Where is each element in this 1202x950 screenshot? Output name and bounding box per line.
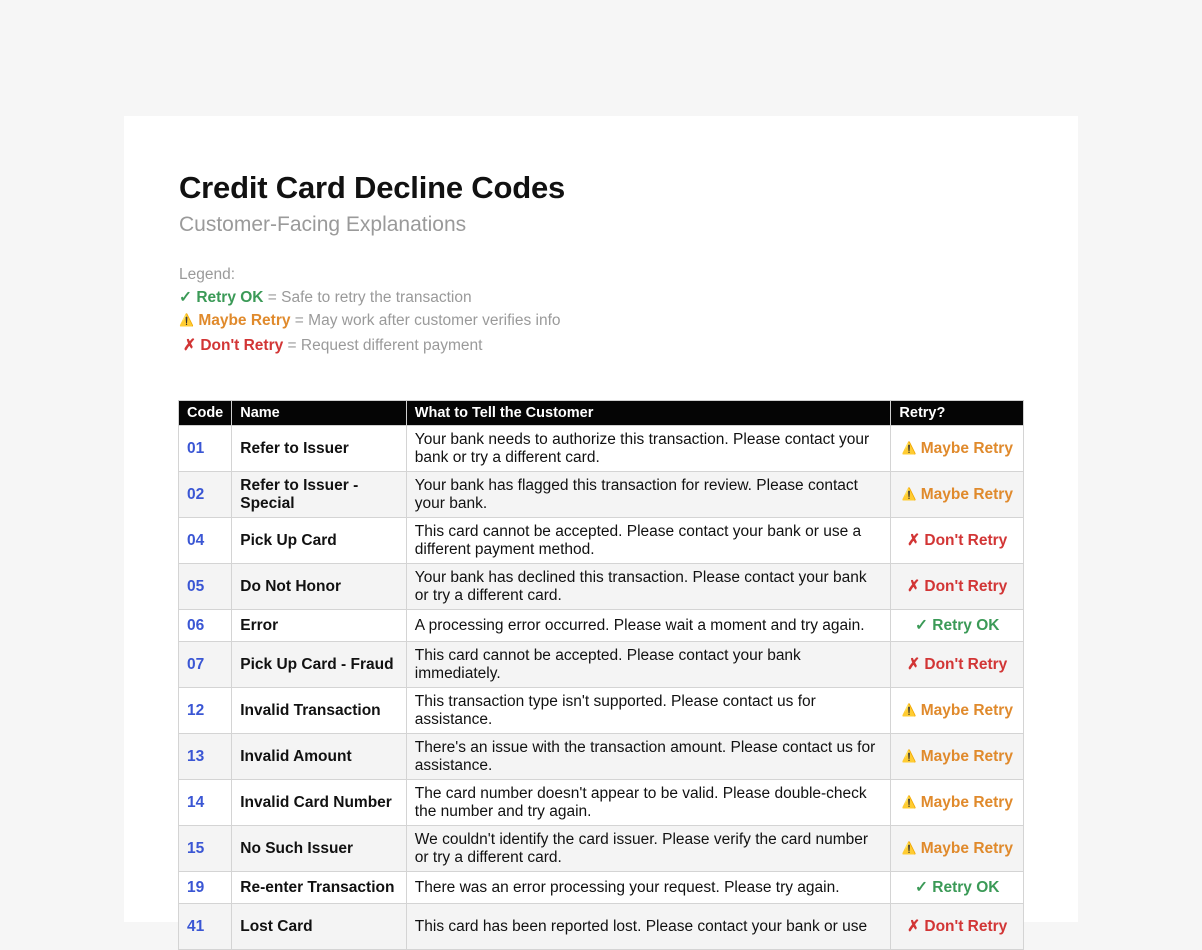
legend-ok-desc: = Safe to retry the transaction: [263, 289, 472, 306]
customer-message: There was an error processing your request. Please try again.: [406, 872, 891, 904]
retry-label: Maybe Retry: [920, 794, 1013, 811]
table-row: [179, 642, 1024, 688]
table-row: [179, 564, 1024, 610]
retry-status: [891, 564, 1024, 610]
retry-label: Don't Retry: [924, 531, 1008, 549]
decline-name: Error: [232, 610, 407, 642]
decline-code: 07: [179, 642, 232, 688]
retry-label: Retry OK: [932, 616, 1000, 634]
header-name: Name: [232, 401, 407, 426]
decline-code: 06: [179, 610, 232, 642]
retry-label: Don't Retry: [924, 655, 1008, 673]
cross-icon: ✗: [183, 337, 196, 354]
cross-icon: ✗: [907, 917, 921, 935]
decline-name: Re-enter Transaction: [232, 872, 407, 904]
retry-label: Maybe Retry: [920, 748, 1013, 765]
table-row: [179, 872, 1024, 904]
table-row: [179, 426, 1024, 472]
header-code: Code: [179, 401, 232, 426]
retry-status: [891, 734, 1024, 780]
retry-status: [891, 826, 1024, 872]
warning-icon: ⚠️: [901, 441, 917, 455]
legend-no-desc: = Request different payment: [283, 337, 483, 354]
decline-code: 04: [179, 518, 232, 564]
document-page: [124, 116, 1078, 935]
retry-label: Maybe Retry: [920, 702, 1013, 719]
decline-name: Invalid Transaction: [232, 688, 407, 734]
decline-name: No Such Issuer: [232, 826, 407, 872]
decline-name: Invalid Card Number: [232, 780, 407, 826]
retry-label: Maybe Retry: [920, 840, 1013, 857]
legend-maybe-desc: = May work after customer verifies info: [290, 312, 561, 329]
cross-icon: ✗: [907, 577, 921, 595]
decline-code: 19: [179, 872, 232, 904]
retry-label: Maybe Retry: [920, 440, 1013, 457]
cross-icon: ✗: [907, 531, 921, 549]
warning-icon: ⚠️: [901, 841, 917, 855]
retry-label: Don't Retry: [924, 577, 1008, 595]
table-row: [179, 826, 1024, 872]
table-row: [179, 688, 1024, 734]
warning-icon: ⚠️: [901, 703, 917, 717]
warning-icon: ⚠️: [179, 313, 194, 327]
table-row: [179, 780, 1024, 826]
customer-message: A processing error occurred. Please wait a moment and try again.: [406, 610, 891, 642]
customer-message: This card cannot be accepted. Please contact your bank immediately.: [406, 642, 891, 688]
customer-message: The card number doesn't appear to be valid. Please double-check the number and try again.: [406, 780, 891, 826]
decline-name: Pick Up Card: [232, 518, 407, 564]
legend-item-maybe-retry: [179, 309, 561, 332]
decline-code: 13: [179, 734, 232, 780]
retry-label: Maybe Retry: [920, 486, 1013, 503]
checkmark-icon: ✓: [914, 616, 928, 634]
retry-label: Don't Retry: [924, 917, 1008, 935]
legend-no-label: Don't Retry: [200, 337, 284, 354]
warning-icon: ⚠️: [901, 749, 917, 763]
retry-status: [891, 642, 1024, 688]
decline-code: 14: [179, 780, 232, 826]
retry-status: [891, 904, 1024, 950]
decline-codes-table: [178, 400, 1024, 950]
retry-status: [891, 426, 1024, 472]
table-row: [179, 518, 1024, 564]
decline-code: 15: [179, 826, 232, 872]
retry-status: [891, 472, 1024, 518]
legend-item-dont-retry: [179, 334, 561, 357]
document-subtitle: Customer-Facing Explanations: [179, 213, 467, 236]
decline-code: 41: [179, 904, 232, 950]
table-header-row: [179, 401, 1024, 426]
customer-message: Your bank has declined this transaction. Please contact your bank or try a different card.: [406, 564, 891, 610]
retry-status: [891, 518, 1024, 564]
decline-name: Do Not Honor: [232, 564, 407, 610]
customer-message: Your bank has flagged this transaction for review. Please contact your bank.: [406, 472, 891, 518]
checkmark-icon: ✓: [179, 289, 192, 306]
warning-icon: ⚠️: [901, 795, 917, 809]
decline-name: Invalid Amount: [232, 734, 407, 780]
legend-maybe-label: Maybe Retry: [198, 312, 291, 329]
customer-message: This card has been reported lost. Please contact your bank or use: [406, 904, 891, 950]
warning-icon: ⚠️: [901, 487, 917, 501]
retry-status: [891, 688, 1024, 734]
table-row: [179, 904, 1024, 950]
retry-status: [891, 780, 1024, 826]
decline-name: Pick Up Card - Fraud: [232, 642, 407, 688]
checkmark-icon: ✓: [914, 878, 928, 896]
legend: [179, 263, 561, 357]
customer-message: Your bank needs to authorize this transaction. Please contact your bank or try a different card.: [406, 426, 891, 472]
table-row: [179, 734, 1024, 780]
decline-code: 02: [179, 472, 232, 518]
decline-name: Lost Card: [232, 904, 407, 950]
retry-label: Retry OK: [932, 878, 1000, 896]
table-row: [179, 610, 1024, 642]
decline-name: Refer to Issuer - Special: [232, 472, 407, 518]
retry-status: [891, 872, 1024, 904]
customer-message: This transaction type isn't supported. Please contact us for assistance.: [406, 688, 891, 734]
decline-name: Refer to Issuer: [232, 426, 407, 472]
customer-message: There's an issue with the transaction amount. Please contact us for assistance.: [406, 734, 891, 780]
legend-ok-label: Retry OK: [196, 289, 264, 306]
retry-status: [891, 610, 1024, 642]
legend-heading: Legend:: [179, 266, 236, 283]
header-message: What to Tell the Customer: [406, 401, 891, 426]
customer-message: We couldn't identify the card issuer. Please verify the card number or try a different card.: [406, 826, 891, 872]
decline-code: 05: [179, 564, 232, 610]
legend-item-retry-ok: [179, 286, 561, 309]
document-title: Credit Card Decline Codes: [179, 170, 566, 205]
cross-icon: ✗: [907, 655, 921, 673]
customer-message: This card cannot be accepted. Please contact your bank or use a different payment method.: [406, 518, 891, 564]
decline-code: 01: [179, 426, 232, 472]
decline-code: 12: [179, 688, 232, 734]
table-row: [179, 472, 1024, 518]
header-retry: Retry?: [891, 401, 1024, 426]
